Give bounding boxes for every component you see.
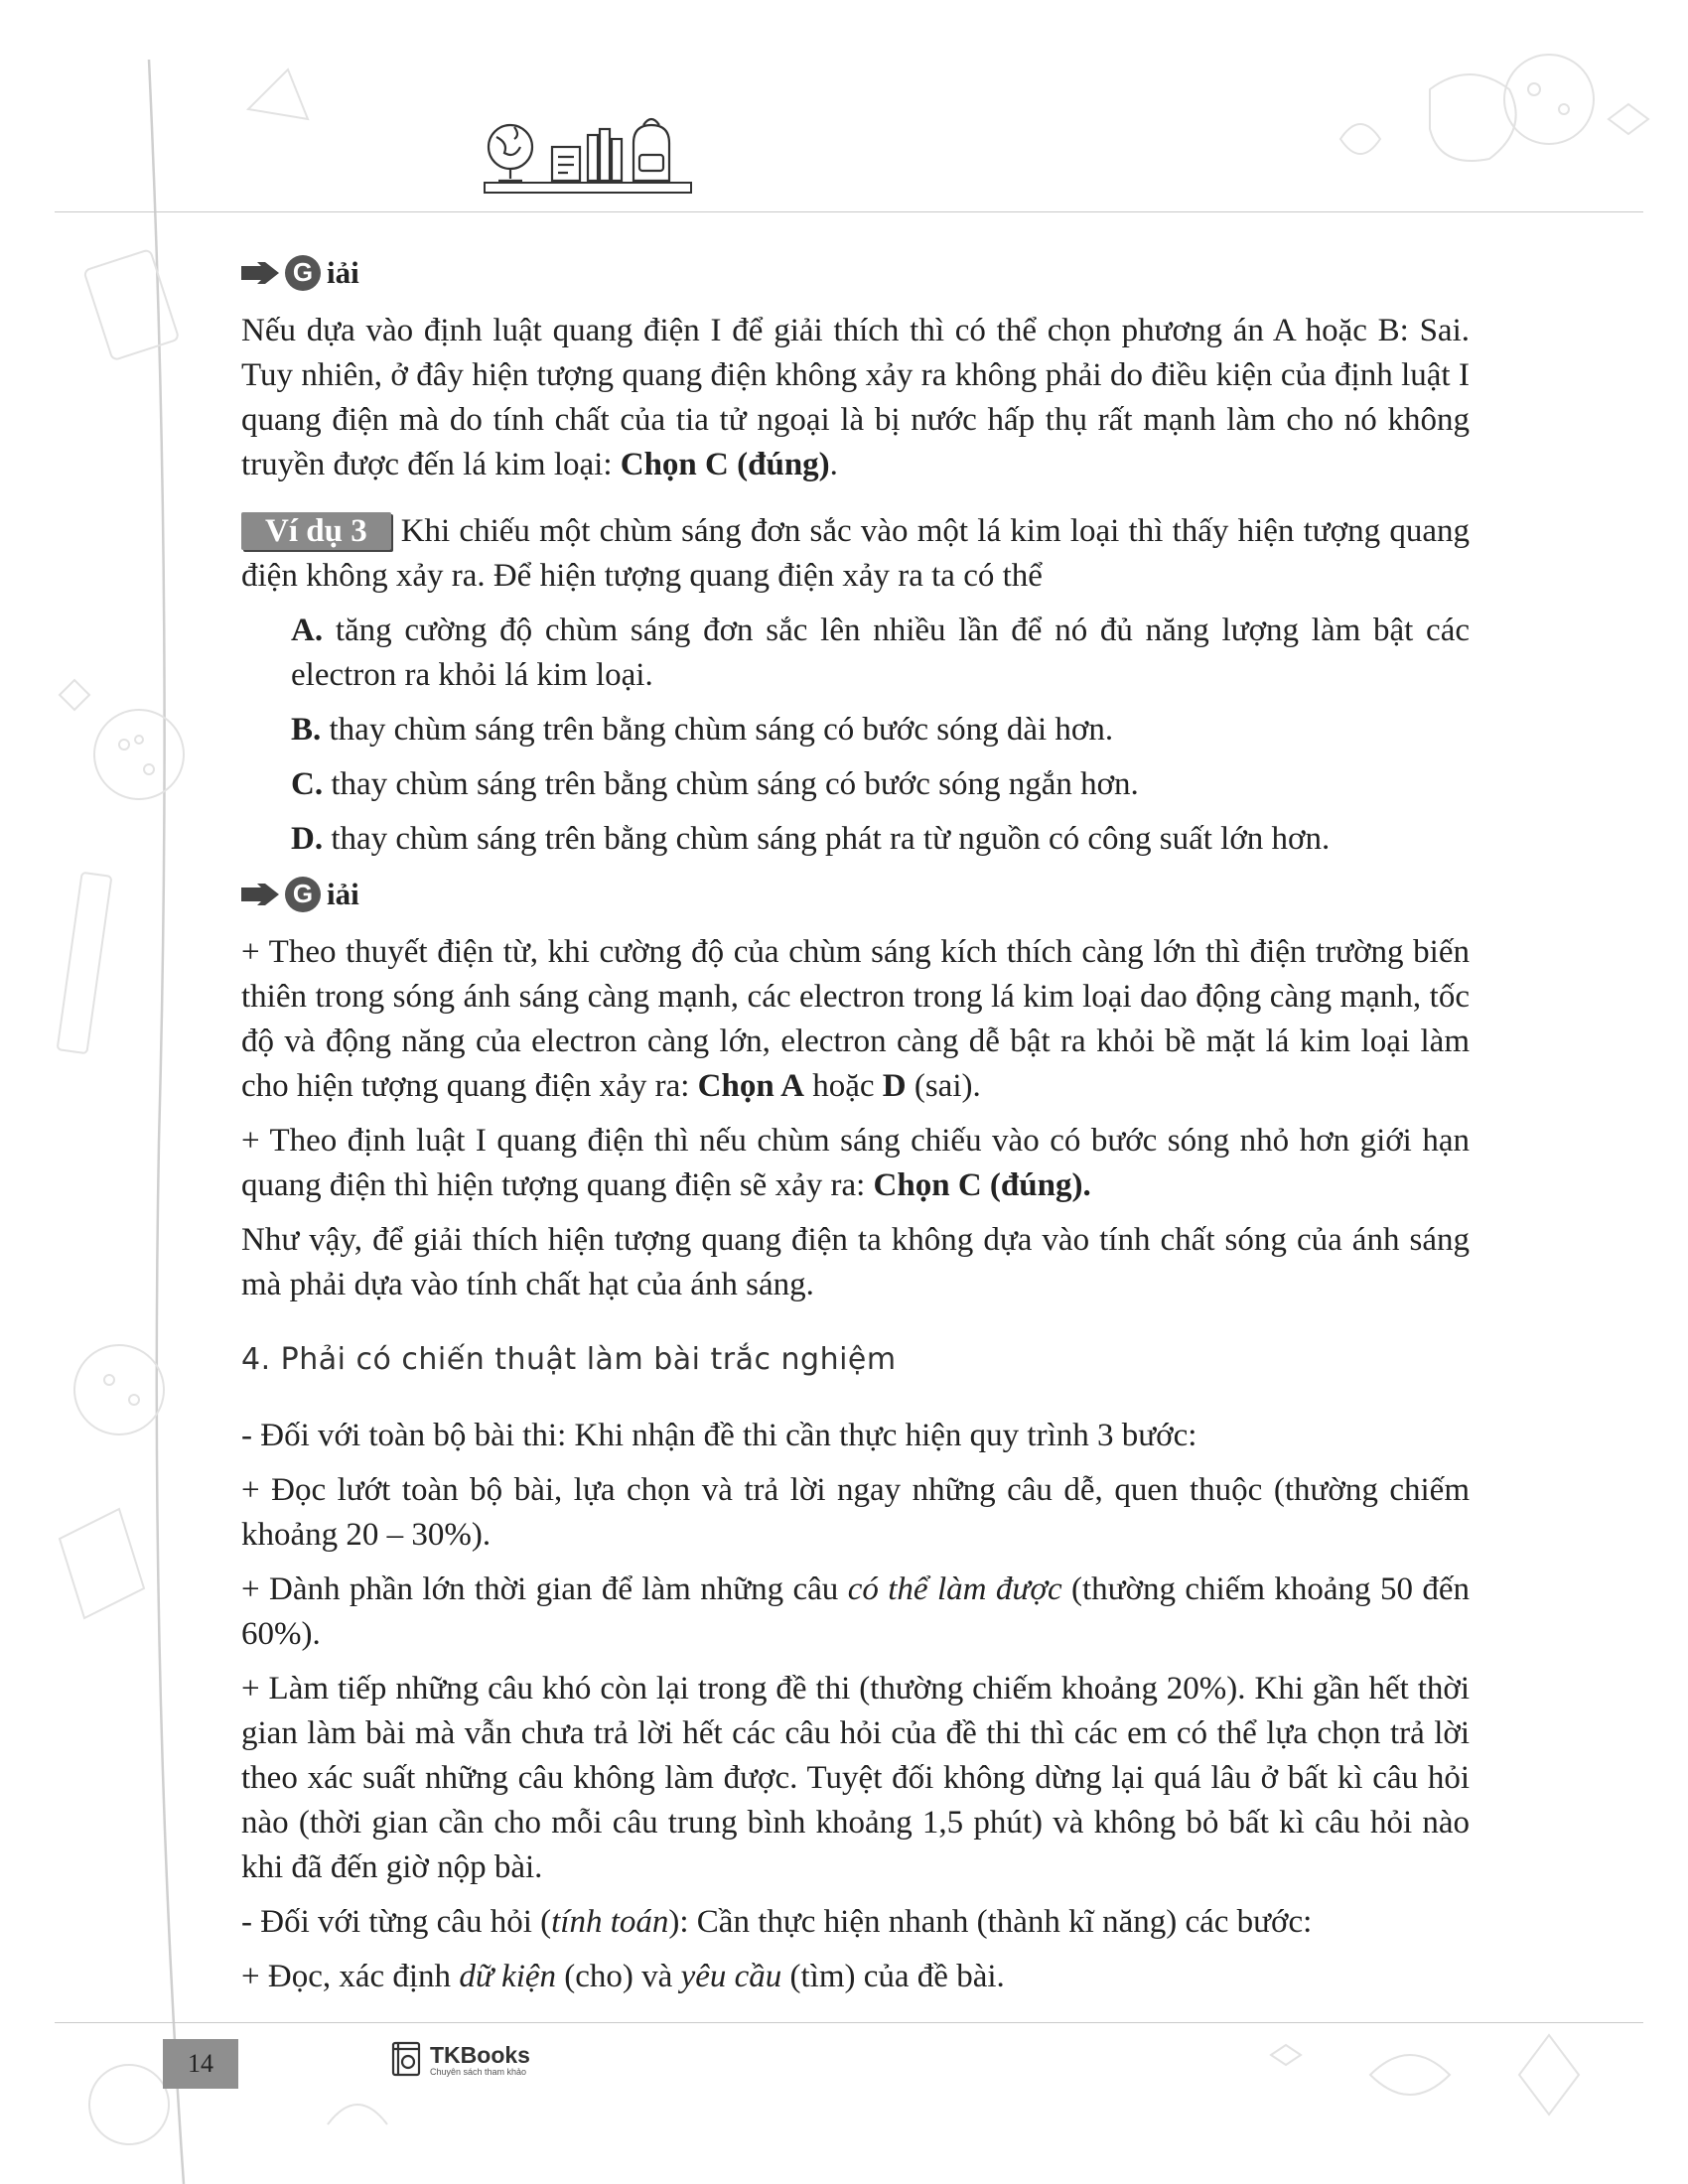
- solution-heading: [241, 250, 1470, 295]
- italic-text: dữ kiện: [459, 1959, 557, 1994]
- text-run: (thường chiếm khoảng 50 đến 60%).: [241, 1571, 1470, 1652]
- example-question-text: Khi chiếu một chùm sáng đơn sắc vào một lá kim loại thì thấy hiện tượng quang điện không xảy ra. Để hiện tượng quang điện xảy ra ta có thể: [241, 513, 1470, 594]
- text-run: + Theo thuyết điện từ, khi cường độ của chùm sáng kích thích càng lớn thì điện trường biến thiên trong sóng ánh sáng càng mạnh, các electron trong lá kim loại dao động càng mạnh, tốc độ và động năng của electron càng lớn, electron càng dễ bật ra khỏi bề mặt lá kim loại làm cho hiện tượng quang điện xảy ra:: [241, 934, 1470, 1104]
- header-illustration: [483, 111, 693, 197]
- example-badge: Ví dụ 3: [241, 512, 391, 550]
- option-a: A. tăng cường độ chùm sáng đơn sắc lên nhiều lần để nó đủ năng lượng làm bật các electron ra khỏi lá kim loại.: [291, 613, 1470, 693]
- paragraph: [241, 1900, 1470, 1945]
- section-title: 4. Phải có chiến thuật làm bài trắc nghiệm: [241, 1342, 897, 1377]
- example-question: [241, 509, 1470, 599]
- solution-label: iải: [327, 877, 359, 911]
- text-run: + Đọc lướt toàn bộ bài, lựa chọn và trả lời ngay những câu dễ, quen thuộc (thường chiếm khoảng 20 – 30%).: [241, 1472, 1470, 1553]
- solution-label: iải: [327, 255, 359, 290]
- text-run: Như vậy, để giải thích hiện tượng quang điện ta không dựa vào tính chất sóng của ánh sáng mà phải dựa vào tính chất hạt của ánh sáng.: [241, 1222, 1470, 1302]
- book-logo-icon: [390, 2040, 424, 2080]
- text-run: Nếu dựa vào định luật quang điện I để giải thích thì có thể chọn phương án A hoặc B: Sai. Tuy nhiên, ở đây hiện tượng quang điện không xảy ra không phải do điều kiện của định luật I quang điện mà do tính chất của tia tử ngoại là bị nước hấp thụ rất mạnh làm cho nó không truyền được đến lá kim loại:: [241, 313, 1470, 482]
- paragraph: [241, 309, 1470, 487]
- text-run: - Đối với toàn bộ bài thi: Khi nhận đề thi cần thực hiện quy trình 3 bước:: [241, 1418, 1197, 1453]
- page-number: 14: [163, 2039, 238, 2089]
- solution-heading: [241, 872, 1470, 916]
- paragraph: [241, 1414, 1470, 1458]
- bold-text: Chọn C (đúng).: [873, 1167, 1091, 1203]
- backpack-icon: [633, 119, 669, 181]
- notebook-icon: [552, 147, 580, 181]
- brand-name: TKBooks: [430, 2042, 530, 2068]
- bold-text: D: [882, 1068, 907, 1104]
- books-icon: [588, 129, 622, 181]
- text-run: (sai).: [906, 1068, 981, 1104]
- option-d: D. thay chùm sáng trên bằng chùm sáng phát ra từ nguồn có công suất lớn hơn.: [291, 821, 1331, 857]
- text-run: (tìm) của đề bài.: [781, 1959, 1005, 1994]
- g-badge: G: [285, 255, 321, 291]
- italic-text: có thể làm được: [847, 1571, 1062, 1607]
- arrow-icon: [241, 262, 279, 284]
- text-run: + Dành phần lớn thời gian để làm những câu: [241, 1571, 848, 1607]
- bottom-rule: [55, 2022, 1643, 2023]
- paragraph: [241, 1218, 1470, 1307]
- paragraph: [241, 1568, 1470, 1657]
- italic-text: tính toán: [551, 1904, 669, 1940]
- paragraph: [241, 1667, 1470, 1890]
- globe-icon: [489, 125, 532, 181]
- text-run: + Đọc, xác định: [241, 1959, 460, 1994]
- text-run: (cho) và: [556, 1959, 681, 1994]
- paragraph: [241, 930, 1470, 1109]
- option-c: C. thay chùm sáng trên bằng chùm sáng có bước sóng ngắn hơn.: [291, 766, 1139, 802]
- paragraph: [241, 1955, 1470, 1999]
- brand-tagline: Chuyên sách tham khảo: [430, 2067, 527, 2077]
- page-content: [241, 250, 1470, 2009]
- paragraph: [241, 1468, 1470, 1558]
- arrow-icon: [241, 884, 279, 905]
- text-run: + Làm tiếp những câu khó còn lại trong đề thi (thường chiếm khoảng 20%). Khi gần hết thời gian làm bài mà vẫn chưa trả lời hết các câu hỏi của đề thi thì các em có thể lựa chọn trả lời theo xác suất những câu không làm được. Tuyệt đối không dừng lại quá lâu ở bất kì câu hỏi nào (thời gian cần cho mỗi câu trung bình khoảng 1,5 phút) và không bỏ bất kì câu hỏi nào khi đã đến giờ nộp bài.: [241, 1671, 1470, 1885]
- top-rule: [55, 211, 1643, 212]
- publisher-logo: [390, 2040, 530, 2080]
- text-run: + Theo định luật I quang điện thì nếu chùm sáng chiếu vào có bước sóng nhỏ hơn giới hạn quang điện thì hiện tượng quang điện sẽ xảy ra:: [241, 1123, 1470, 1203]
- bold-text: Chọn C (đúng): [620, 447, 830, 482]
- text-run: ): Cần thực hiện nhanh (thành kĩ năng) các bước:: [668, 1904, 1313, 1940]
- text-run: hoặc: [803, 1068, 883, 1104]
- g-badge: G: [285, 877, 321, 912]
- text-run: .: [829, 447, 838, 482]
- bold-text: Chọn A: [697, 1068, 804, 1104]
- paragraph: [241, 1119, 1470, 1208]
- text-run: - Đối với từng câu hỏi (: [241, 1904, 552, 1940]
- option-b: B. thay chùm sáng trên bằng chùm sáng có bước sóng dài hơn.: [291, 712, 1114, 748]
- italic-text: yêu cầu: [680, 1959, 782, 1994]
